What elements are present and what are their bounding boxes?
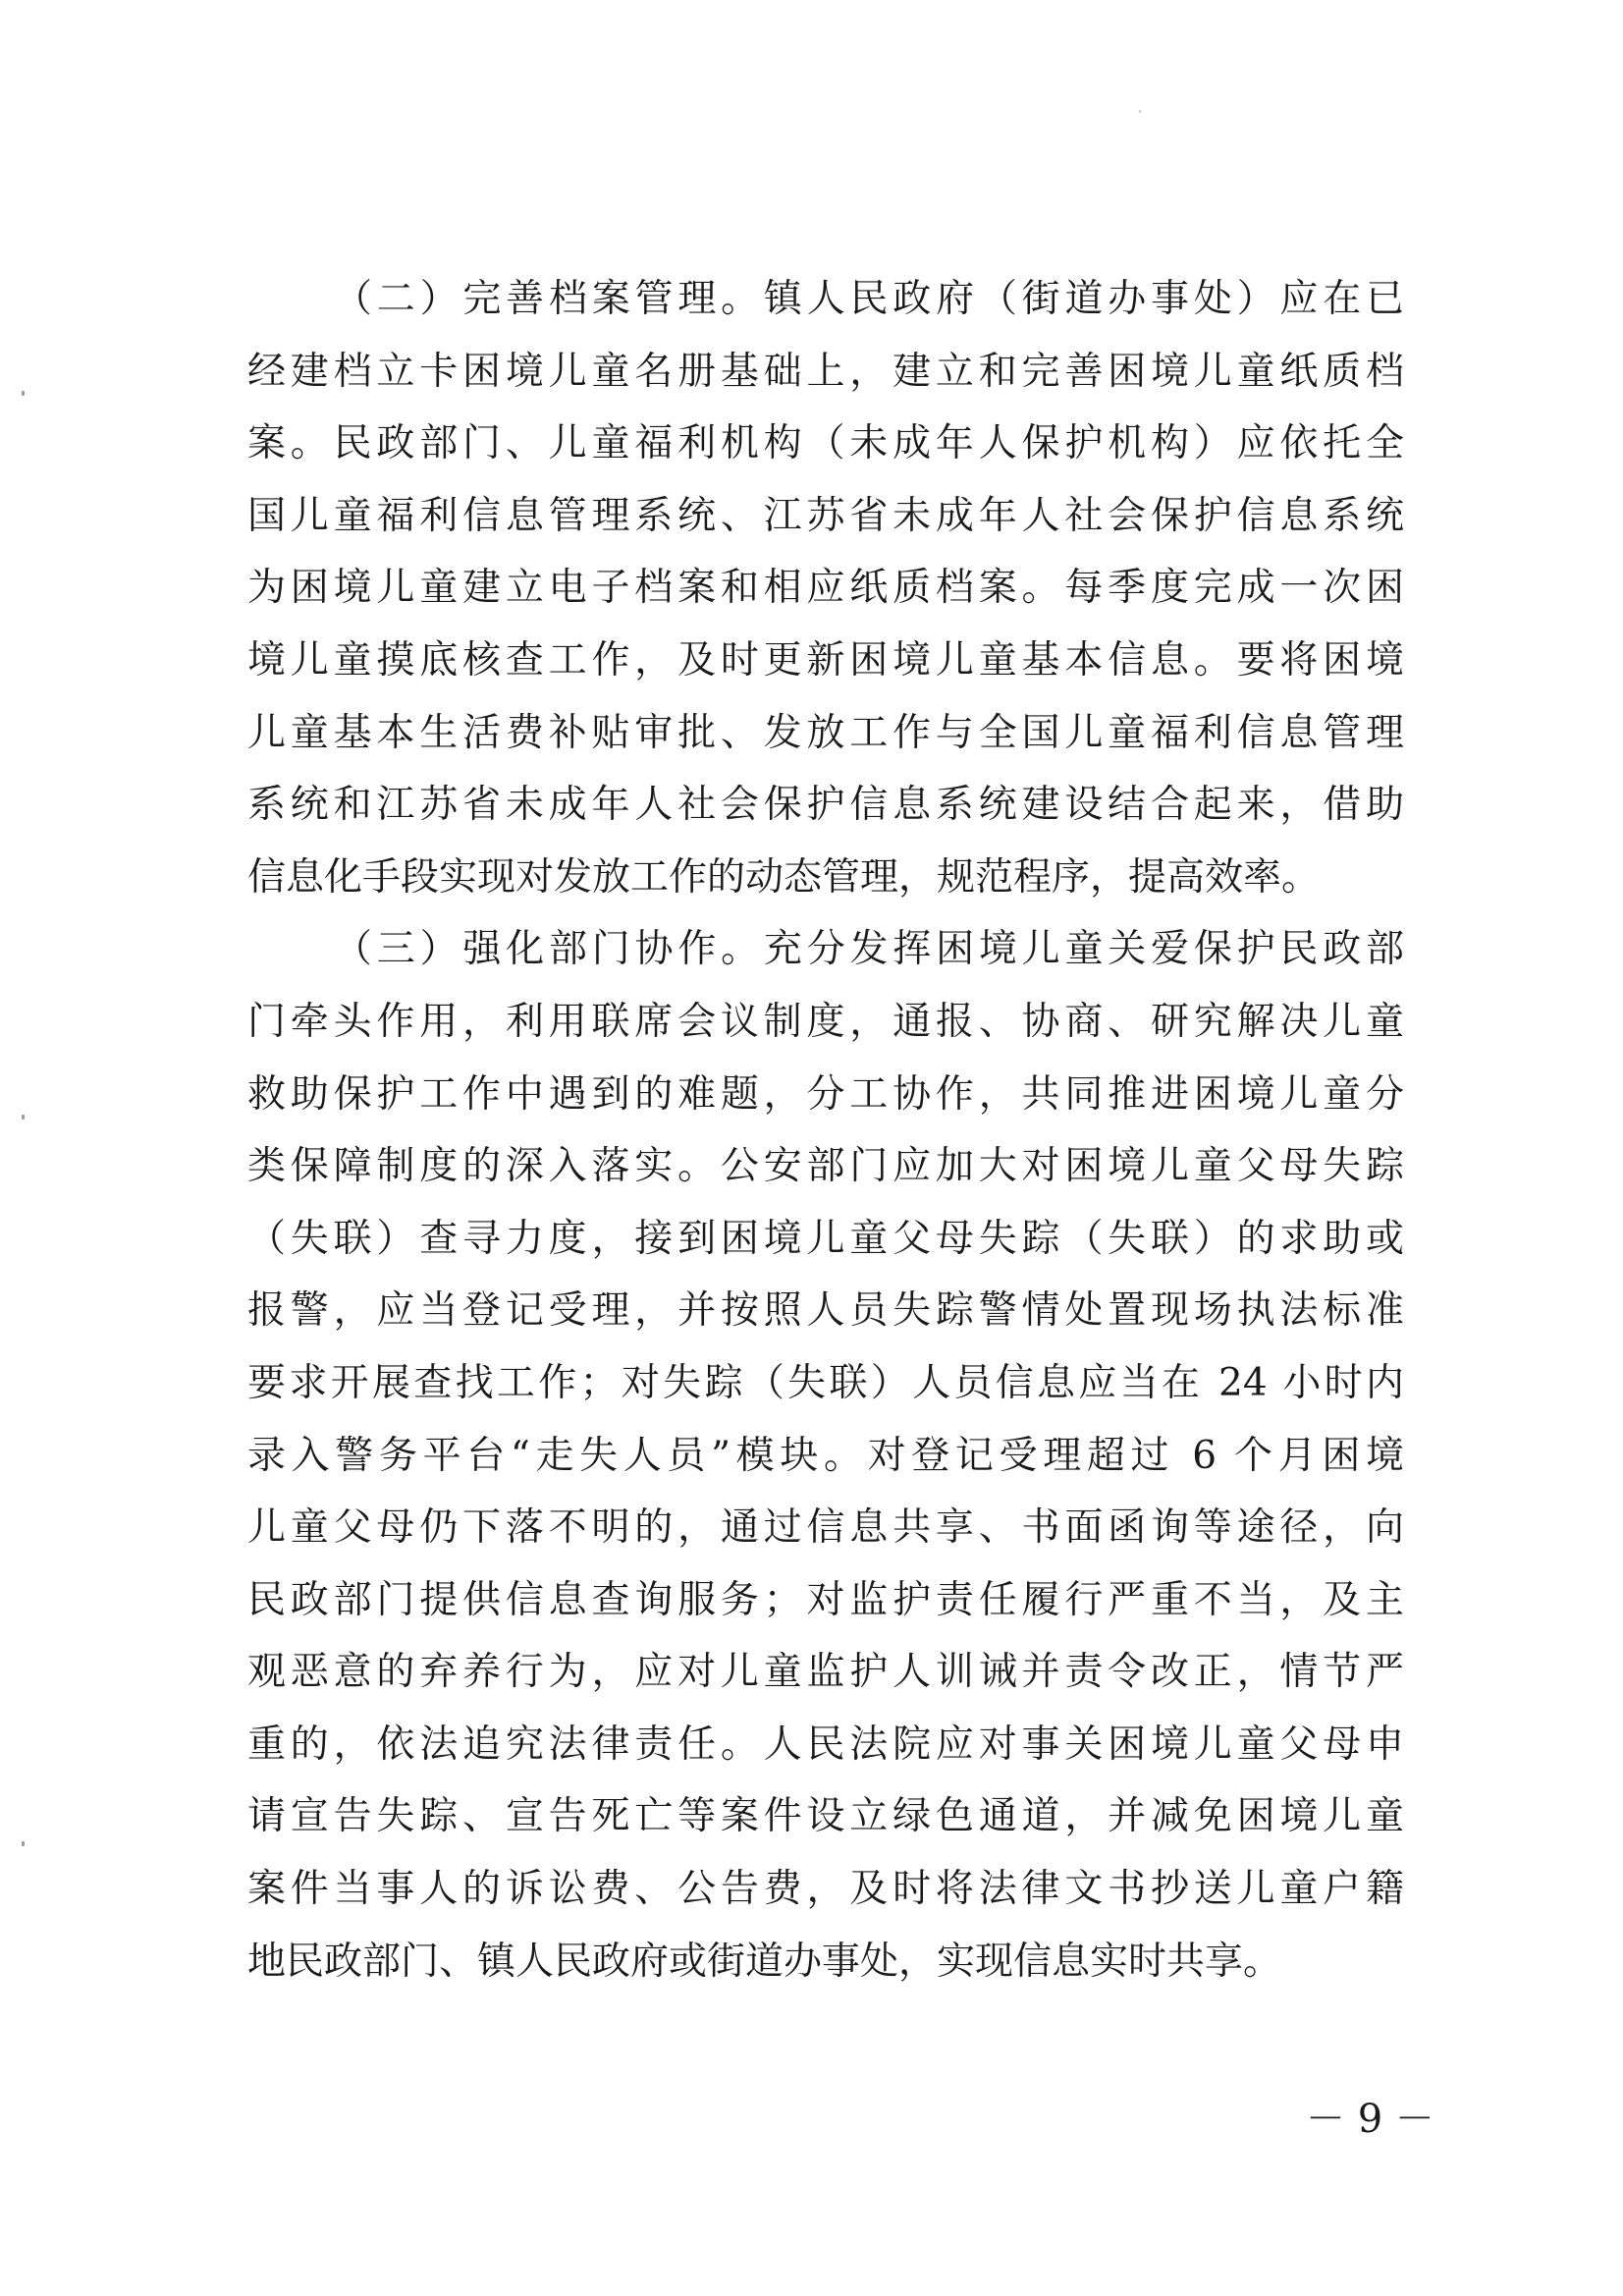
paragraph-line: 观恶意的弃养行为，应对儿童监护人训诫并责令改正，情节严 bbox=[247, 1650, 1404, 1695]
paragraph-line: 门牵头作用，利用联席会议制度，通报、协商、研究解决儿童 bbox=[247, 999, 1404, 1044]
paragraph-line: 请宣告失踪、宣告死亡等案件设立绿色通道，并减免困境儿童 bbox=[247, 1794, 1404, 1839]
paragraph-line: 案。民政部门、儿童福利机构（未成年人保护机构）应依托全 bbox=[247, 421, 1404, 466]
scan-artifact bbox=[22, 1115, 25, 1120]
paragraph-line: 系统和江苏省未成年人社会保护信息系统建设结合起来，借助 bbox=[247, 783, 1404, 828]
body-text bbox=[247, 263, 1404, 1997]
paragraph-line: （三）强化部门协作。充分发挥困境儿童关爱保护民政部 bbox=[334, 927, 1404, 972]
paragraph-line: （二）完善档案管理。镇人民政府（街道办事处）应在已 bbox=[334, 277, 1404, 321]
paragraph-line: 救助保护工作中遇到的难题，分工协作，共同推进困境儿童分 bbox=[247, 1071, 1404, 1117]
paragraph-line: 儿童父母仍下落不明的，通过信息共享、书面函询等途径，向 bbox=[247, 1505, 1404, 1551]
paragraph-line: 境儿童摸底核查工作，及时更新困境儿童基本信息。要将困境 bbox=[247, 637, 1404, 683]
paragraph-line: 为困境儿童建立电子档案和相应纸质档案。每季度完成一次困 bbox=[247, 566, 1404, 611]
paragraph-line: 录入警务平台“走失人员”模块。对登记受理超过 6 个月困境 bbox=[247, 1433, 1404, 1478]
paragraph-line: 地民政部门、镇人民政府或街道办事处，实现信息实时共享。 bbox=[247, 1939, 1282, 1984]
paragraph-line: 报警，应当登记受理，并按照人员失踪警情处置现场执法标准 bbox=[247, 1288, 1404, 1334]
paragraph-line: 国儿童福利信息管理系统、江苏省未成年人社会保护信息系统 bbox=[247, 493, 1404, 538]
paragraph-line: （失联）查寻力度，接到困境儿童父母失踪（失联）的求助或 bbox=[247, 1216, 1404, 1261]
paragraph-line: 类保障制度的深入落实。公安部门应加大对困境儿童父母失踪 bbox=[247, 1144, 1404, 1189]
paragraph-line: 重的，依法追究法律责任。人民法院应对事关困境儿童父母申 bbox=[247, 1722, 1404, 1767]
paragraph-line: 儿童基本生活费补贴审批、发放工作与全国儿童福利信息管理 bbox=[247, 710, 1404, 755]
paragraph-line: 经建档立卡困境儿童名册基础上，建立和完善困境儿童纸质档 bbox=[247, 349, 1404, 394]
paragraph-line: 民政部门提供信息查询服务；对监护责任履行严重不当，及主 bbox=[247, 1577, 1404, 1622]
paragraph-line: 信息化手段实现对发放工作的动态管理，规范程序，提高效率。 bbox=[247, 854, 1321, 900]
scan-artifact bbox=[1139, 110, 1141, 113]
page-number: － 9 － bbox=[1306, 2097, 1434, 2142]
paragraph-line: 要求开展查找工作；对失踪（失联）人员信息应当在 24 小时内 bbox=[247, 1360, 1404, 1405]
paragraph-line: 案件当事人的诉讼费、公告费，及时将法律文书抄送儿童户籍 bbox=[247, 1867, 1404, 1912]
scan-artifact bbox=[22, 1841, 25, 1846]
scan-artifact bbox=[22, 391, 25, 396]
